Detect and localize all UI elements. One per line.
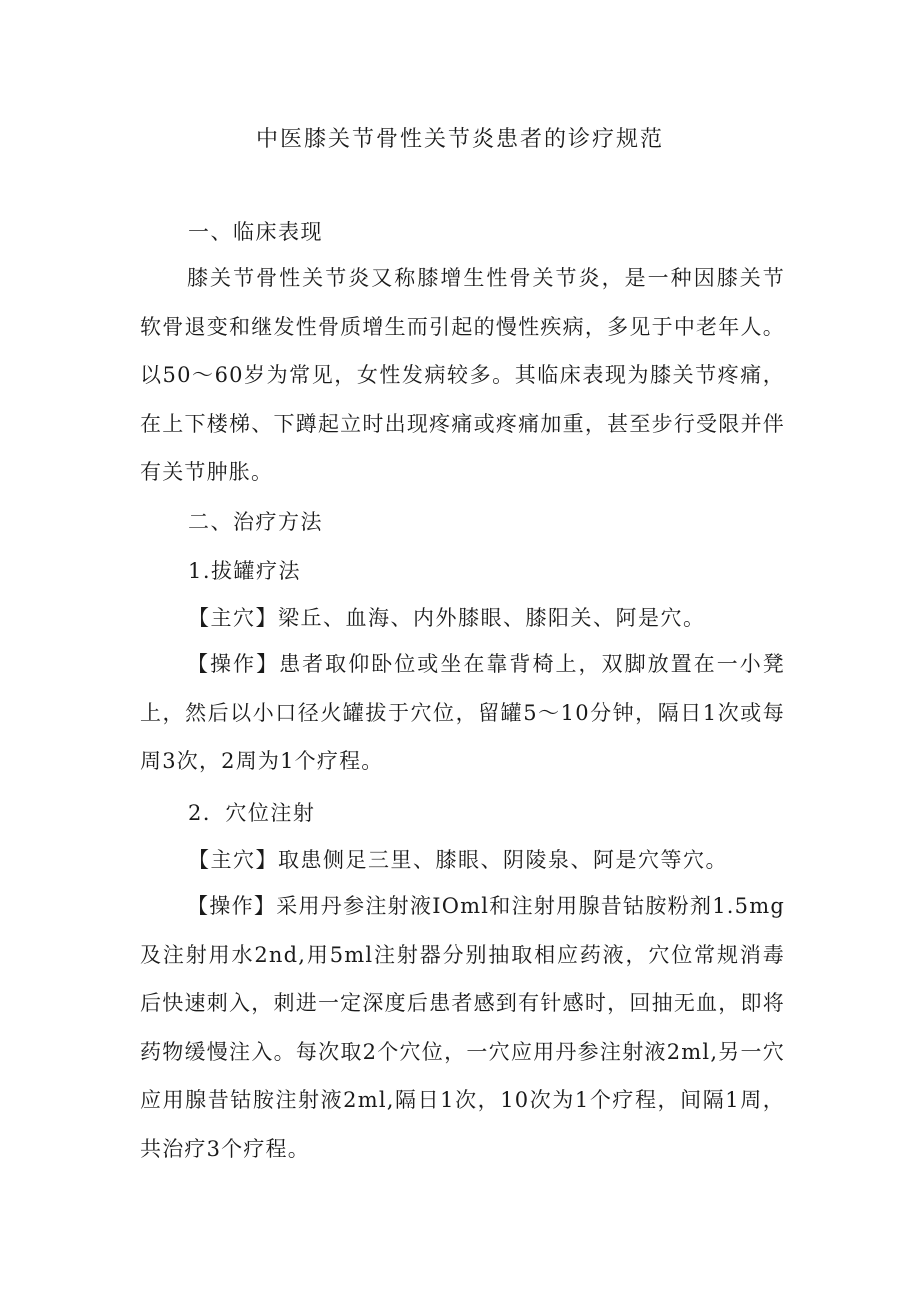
injection-operation: [140, 882, 785, 1173]
operation-label: 【操作】: [187, 894, 277, 918]
operation-label: 【操作】: [187, 652, 280, 676]
main-points-label: 【主穴】: [188, 848, 278, 872]
document-title: 中医膝关节骨性关节炎患者的诊疗规范: [255, 127, 664, 152]
main-points-text: 梁丘、血海、内外膝眼、膝阳关、阿是穴。: [278, 606, 706, 630]
method-title-injection: 2．穴位注射: [188, 801, 316, 825]
main-points-text: 取患侧足三里、膝眼、阴陵泉、阿是穴等穴。: [278, 848, 728, 872]
cupping-operation: [140, 640, 785, 786]
section-heading-treatment: 二、治疗方法: [188, 510, 323, 534]
injection-main-points: [188, 844, 728, 874]
method-title-cupping: 1.拔罐疗法: [188, 559, 302, 583]
main-points-label: 【主穴】: [188, 606, 278, 630]
section-heading-clinical: 一、临床表现: [188, 220, 323, 244]
operation-text: 患者取仰卧位或坐在靠背椅上，双脚放置在一小凳上，然后以小口径火罐拔于穴位，留罐5～10分钟，隔日1次或每周3次，2周为1个疗程。: [140, 652, 785, 773]
cupping-main-points: [188, 602, 706, 632]
clinical-paragraph: 膝关节骨性关节炎又称膝增生性骨关节炎，是一种因膝关节软骨退变和继发性骨质增生而引起的慢性疾病，多见于中老年人。以50～60岁为常见，女性发病较多。其临床表现为膝关节疼痛，在上下楼梯、下蹲起立时出现疼痛或疼痛加重，甚至步行受限并伴有关节肿胀。: [140, 266, 785, 484]
operation-text: 采用丹参注射液IOml和注射用腺昔钴胺粉剂1.5mg及注射用水2nd,用5ml注射器分别抽取相应药液，穴位常规消毒后快速刺入，刺进一定深度后患者感到有针感时，回抽无血，即将药物缓慢注入。每次取2个穴位，一穴应用丹参注射液2ml,另一穴应用腺昔钴胺注射液2ml,隔日1次，10次为1个疗程，间隔1周，共治疗3个疗程。: [140, 894, 785, 1161]
